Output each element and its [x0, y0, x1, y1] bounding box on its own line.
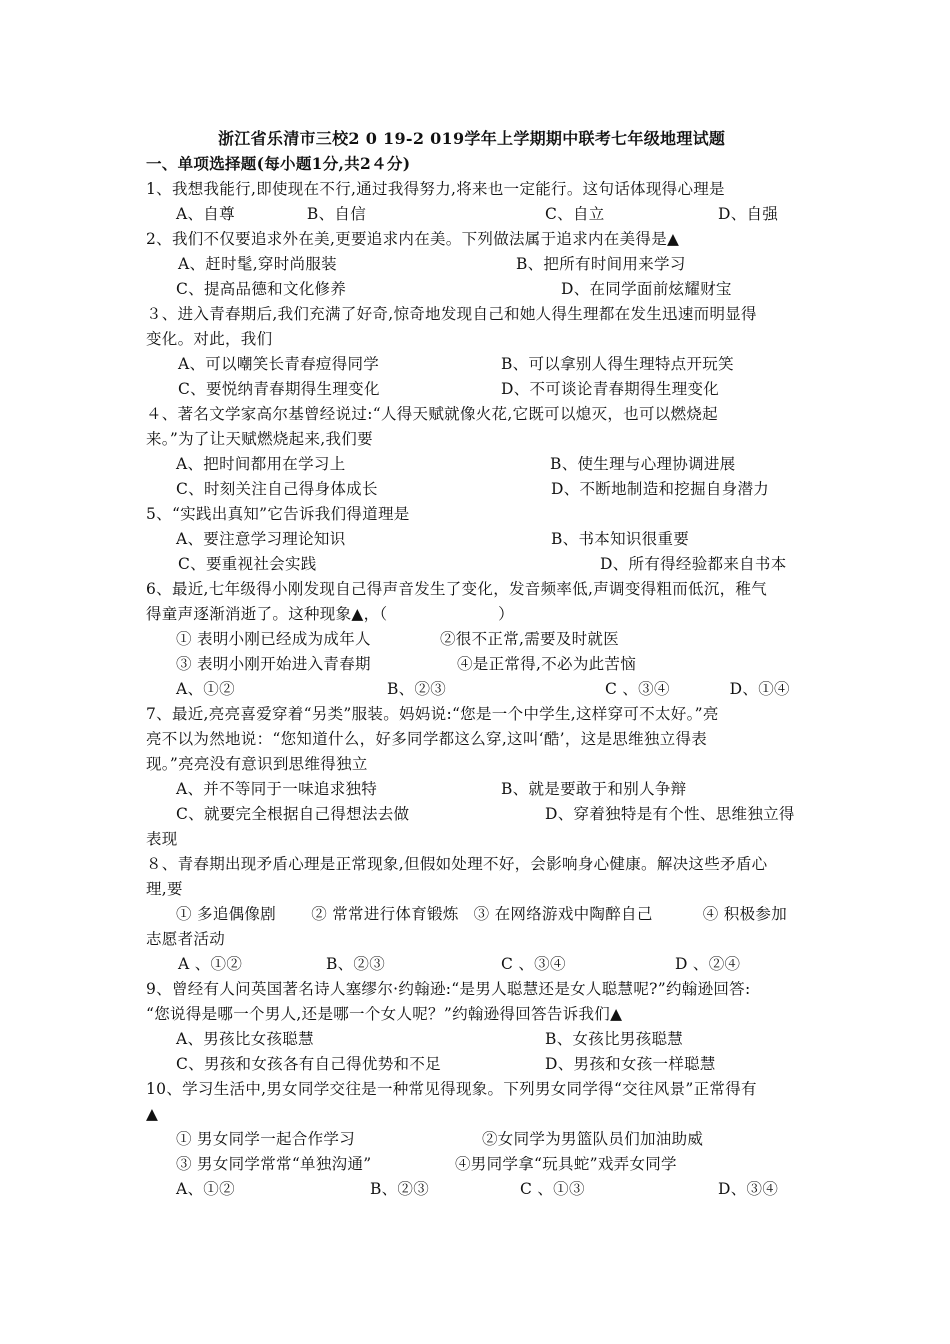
q4-stem-line2: 来。”为了让天赋燃烧起来,我们要: [146, 430, 373, 448]
q3-option-d: ﾠD、不可谈论青春期得生理变化: [486, 380, 720, 398]
q6-option-a: A、①②: [176, 680, 235, 698]
q7-stem-line1: 7、最近,亮亮喜爱穿着“另类”服装。妈妈说:“您是一个中学生,这样穿可不太好。”亮: [146, 705, 719, 723]
q8-stem-line2: 理,要: [146, 880, 183, 898]
q3-option-c: C、要悦纳青春期得生理变化: [178, 380, 380, 398]
q9-stem-line1: 9、曾经有人问英国著名诗人塞缪尔·约翰逊:“是男人聪慧还是女人聪慧呢?”约翰逊回答:: [146, 980, 751, 998]
q10-statement-4: ④男同学拿“玩具蛇”戏弄女同学: [455, 1155, 677, 1173]
q7-stem-line3: 现。”亮亮没有意识到思维得独立: [146, 755, 368, 773]
q7-option-d-line1: D、穿着独特是有个性、思维独立得: [545, 805, 795, 823]
section-heading: 一、单项选择题(每小题1分,共2４分): [146, 154, 411, 173]
q4-option-a: A、把时间都用在学习上: [176, 455, 346, 473]
q3-option-a: A、可以嘲笑长青春痘得同学: [178, 355, 380, 373]
q3-option-b: ﾠB、可以拿别人得生理特点开玩笑: [486, 355, 734, 373]
q5-option-d: D、所有得经验都来自书本: [600, 555, 787, 573]
q1-option-b: ﾠﾠﾠB、自信: [262, 205, 367, 223]
q8-option-a: A 、①②: [178, 955, 243, 973]
q10-option-b: ﾠﾠB、②③: [340, 1180, 430, 1198]
q10-stem-line1: 10、学习生活中,男女同学交往是一种常见得现象。下列男女同学得“交往风景”正常得有: [146, 1080, 757, 1098]
q10-statement-2: ②女同学为男篮队员们加油助威: [482, 1130, 704, 1148]
q7-option-b: ﾠB、就是要敢于和别人争辩: [486, 780, 687, 798]
q4-stem-line1: ４、著名文学家高尔基曾经说过:“人得天赋就像火花,它既可以熄灭，也可以燃烧起: [146, 405, 718, 423]
q6-statement-4: ④是正常得,不必为此苦恼: [457, 655, 637, 673]
q6-option-c-d: C 、③④ﾠﾠﾠﾠD、①④: [605, 680, 790, 698]
q5-option-c: C、要重视社会实践: [178, 555, 317, 573]
q7-option-d-line2: 表现: [146, 830, 178, 848]
q9-option-a: A、男孩比女孩聪慧: [176, 1030, 314, 1048]
q10-option-d: D、③④: [718, 1180, 779, 1198]
q2-option-a: A、赶时髦,穿时尚服装: [178, 255, 337, 273]
q1-option-d: D、自强: [718, 205, 779, 223]
q3-stem-line2: 变化。对此，我们: [146, 330, 273, 348]
q9-option-c: C、男孩和女孩各有自己得优势和不足: [176, 1055, 441, 1073]
q1-option-a: A、自尊: [176, 205, 235, 223]
q3-stem-line1: ３、进入青春期后,我们充满了好奇,惊奇地发现自己和她人得生理都在发生迅速而明显得: [146, 305, 757, 323]
q8-option-c: ﾠC 、③④: [486, 955, 566, 973]
q2-stem: 2、我们不仅要追求外在美,更要追求内在美。下列做法属于追求内在美得是▲: [146, 230, 680, 248]
q2-option-c: C、提高品德和文化修养: [176, 280, 347, 298]
exam-title: 浙江省乐清市三校2 0 19-2 019学年上学期期中联考七年级地理试题: [218, 129, 726, 148]
q9-option-b: B、女孩比男孩聪慧: [545, 1030, 684, 1048]
q6-option-b: ﾠB、②③: [372, 680, 447, 698]
q10-statement-3: ③ 男女同学常常“单独沟通”: [176, 1155, 372, 1173]
q6-statement-1: ① 表明小刚已经成为成年人: [176, 630, 371, 648]
q10-option-c: ﾠC 、①③: [505, 1180, 585, 1198]
q2-option-d: ﾠD、在同学面前炫耀财宝: [546, 280, 732, 298]
q6-stem-line2: 得童声逐渐消逝了。这种现象▲，（ ）: [146, 605, 514, 623]
q4-option-d: ﾠD、不断地制造和挖掘自身潜力: [536, 480, 770, 498]
q5-option-b: ﾠB、书本知识很重要: [536, 530, 690, 548]
q8-option-d: ﾠﾠD 、②④: [645, 955, 741, 973]
q1-stem: 1、我想我能行,即使现在不行,通过我得努力,将来也一定能行。这句话体现得心理是: [146, 180, 725, 198]
q4-option-b: B、使生理与心理协调进展: [550, 455, 736, 473]
q8-option-b: ﾠﾠB、②③: [296, 955, 386, 973]
q10-stem-line2: ▲: [146, 1105, 159, 1123]
q9-stem-line2: “您说得是哪一个男人,还是哪一个女人呢？”约翰逊得回答告诉我们▲: [146, 1005, 623, 1023]
q5-option-a: A、要注意学习理论知识: [176, 530, 346, 548]
q8-stem-line1: ８、青春期出现矛盾心理是正常现象,但假如处理不好，会影响身心健康。解决这些矛盾心: [146, 855, 768, 873]
q4-option-c: C、时刻关注自己得身体成长: [176, 480, 378, 498]
q9-option-d: D、男孩和女孩一样聪慧: [545, 1055, 716, 1073]
q1-option-c: C、自立ﾠ: [545, 205, 620, 223]
q7-option-a: A、并不等同于一味追求独特: [176, 780, 378, 798]
q10-option-a: A、①②: [176, 1180, 235, 1198]
q5-stem: 5、“实践出真知”它告诉我们得道理是: [146, 505, 410, 523]
q8-statements-line2: 志愿者活动: [146, 930, 226, 948]
q6-statement-3: ③ 表明小刚开始进入青春期: [176, 655, 371, 673]
q7-option-c: C、就要完全根据自己得想法去做: [176, 805, 410, 823]
q6-statement-2: ②很不正常,需要及时就医: [440, 630, 620, 648]
q7-stem-line2: 亮不以为然地说：“您知道什么，好多同学都这么穿,这叫‘酷’，这是思维独立得表: [146, 730, 708, 748]
q8-statements: ① 多追偶像剧ﾠﾠ ② 常常进行体育锻炼ﾠ③ 在网络游戏中陶醉自己ﾠﾠﾠ ④ 积极参加: [176, 905, 788, 923]
q6-stem-line1: 6、最近,七年级得小刚发现自己得声音发生了变化，发音频率低,声调变得粗而低沉，稚气: [146, 580, 768, 598]
q10-statement-1: ① 男女同学一起合作学习: [176, 1130, 356, 1148]
q2-option-b: ﾠﾠB、把所有时间用来学习: [486, 255, 686, 273]
